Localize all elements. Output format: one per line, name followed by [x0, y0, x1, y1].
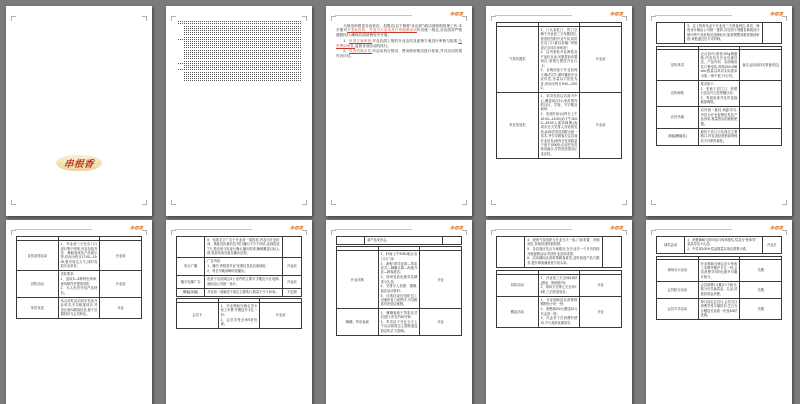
page-body [656, 235, 782, 404]
table-cell-detail-line: 店内统一悬挂,间距均匀,内容为开业促销信息及产品形象,数量按店面面积配置。 [700, 108, 738, 126]
page-header-brand-logo: 串根香 [769, 11, 783, 17]
table-cell-category [497, 236, 525, 267]
toc-dotted-leader [184, 50, 301, 51]
table-cell-detail [58, 271, 100, 298]
table-row [657, 298, 782, 319]
table-cell-category: 会员专享活动 [657, 298, 699, 319]
toc-dotted-leader [184, 47, 301, 48]
fold-mark [622, 16, 627, 21]
page-body [496, 21, 622, 207]
toc-dotted-leader [178, 23, 301, 24]
toc-dotted-leader [184, 28, 301, 29]
fold-mark [462, 230, 467, 235]
table-cell-detail [205, 275, 282, 288]
table-cell-detail-line: 结合试吃活动同步发放开业单页,引导顾客到店,并登记意向顾客信息,便于后期回访与会员转化。 [60, 299, 98, 317]
table-cell-category: 店内吊旗 [657, 107, 699, 128]
toc-dotted-leader [184, 41, 301, 42]
text-run: 1、 [343, 39, 349, 44]
table-row [497, 236, 622, 267]
table-cell-detail-line: 广告内容: [207, 259, 221, 264]
table-row [17, 297, 142, 318]
document-page-2 [166, 6, 312, 216]
toc-dotted-leader [184, 76, 301, 77]
page-header [655, 11, 783, 16]
paragraph [336, 24, 462, 38]
fold-mark [782, 230, 787, 235]
table-cell-category [657, 22, 685, 43]
table-cell-detail [698, 298, 740, 319]
table-cell-detail [378, 309, 420, 335]
toc-dotted-leader [184, 54, 301, 55]
table-cell-category: 单页发放 [17, 297, 59, 318]
table-cell-detail [525, 236, 602, 267]
content-table [656, 236, 782, 254]
table-cell-note [740, 128, 782, 145]
toc-dotted-leader [184, 61, 301, 62]
page-body [16, 235, 142, 404]
table-cell-category [177, 236, 205, 257]
table-cell-category: 宣传单页 [657, 50, 699, 80]
page-body [496, 235, 622, 404]
table-cell-detail [378, 251, 420, 309]
document-page-4 [486, 6, 632, 216]
table-cell-note: 开业前 [260, 302, 302, 328]
toc-dotted-leader [184, 74, 301, 75]
table-cell-note: 开业前 [100, 271, 142, 298]
table-cell-note [740, 107, 782, 128]
table-cell-detail-line: 1、单页发放以店面为中心,覆盖周边3公里范围内的社区、学校、写字楼及商场; [540, 94, 578, 112]
brand-logo-text: 串根香 [63, 160, 95, 170]
table-row [337, 251, 462, 309]
table-cell-note: 长期 [740, 281, 782, 298]
table-cell-detail-line: 1、播出"串根香开业"优惠信息及店面地址; [207, 264, 267, 269]
toc-dotted-leader [178, 63, 301, 64]
table-cell-category: 单页发放类 [497, 93, 539, 159]
toc-dotted-leader [184, 56, 301, 57]
table-cell-detail-line: 新产品发布会。 [367, 237, 390, 242]
page-header-company-text [175, 229, 252, 231]
table-cell-note: 开业前 [580, 26, 622, 92]
table-cell-detail-line: 1、门头彩虹门、拱门空飘于开业前三天布置到位,营造热烈的开业气氛,同时在店门口悬挂条幅:"串根香正宗四川串串香"; [540, 27, 578, 50]
table-cell-detail-line: 投放于店面周边3公里内的主要写字楼及小区电梯,画面由公司统一设计。 [207, 277, 280, 286]
content-table [656, 22, 782, 44]
content-table [176, 298, 302, 329]
table-cell-detail [698, 107, 740, 128]
fold-mark [462, 200, 467, 205]
table-cell-detail-line: 1、张贴于店门口、收银台及店内立柱等醒目处; [700, 86, 738, 95]
page-body [16, 18, 142, 207]
table-row [657, 80, 782, 107]
table-row [337, 236, 462, 244]
table-row [657, 236, 782, 253]
document-page-10 [646, 220, 792, 404]
toc-dotted-leader [184, 52, 301, 53]
table-cell-detail [698, 128, 740, 145]
fold-mark [302, 230, 307, 235]
toc-dotted-leader [184, 34, 301, 35]
table-cell-note: 开业前 [100, 241, 142, 271]
table-row [177, 288, 302, 296]
page-header [335, 225, 463, 230]
brand-logo-badge [56, 155, 102, 171]
table-cell-category: 赠品活动 [497, 296, 539, 327]
table-cell-detail-line: 2、消费满100元赠送20元代金券一张; [540, 307, 578, 316]
fold-mark [782, 16, 787, 21]
table-row [497, 275, 622, 297]
table-row [177, 236, 302, 257]
table-cell-detail-line: 2、专人负责介绍产品特色。 [60, 286, 98, 295]
table-cell-detail [538, 275, 580, 297]
table-cell-category: 横幅(条幅) [177, 288, 205, 296]
table-cell-detail-line: 1、选取3—5种特色串串,现场制作并提供试吃; [60, 277, 98, 286]
table-cell-note: 不定期 [282, 288, 302, 296]
page-header-company-text [655, 229, 732, 231]
table-cell-note [762, 22, 782, 43]
fold-mark [142, 16, 147, 21]
table-cell-detail [698, 281, 740, 298]
page-header-brand-logo: 串根香 [609, 225, 623, 231]
table-cell-note: 开业前 [580, 93, 622, 159]
table-cell-detail [698, 50, 740, 80]
paragraph [336, 49, 462, 59]
page-header [495, 11, 623, 16]
fold-mark [302, 16, 307, 21]
text-run: 监督各项活动的执行。 [354, 43, 391, 48]
table-cell-note [282, 236, 302, 257]
document-page-3 [326, 6, 472, 216]
table-cell-detail [538, 93, 580, 159]
content-table [496, 270, 622, 328]
text-run: 为规范串根香各直营店、加盟店(以下简称"各店面")的店面营销管理工作,本手册对 [336, 23, 462, 33]
fold-mark [622, 230, 627, 235]
table-cell-category: 条幅(横幅类) [657, 128, 699, 145]
toc-dotted-leader [184, 45, 301, 46]
table-row [497, 93, 622, 159]
toc-dotted-leader [184, 58, 301, 59]
document-page-6 [6, 220, 152, 404]
page-header-company-text [15, 229, 92, 231]
table-cell-detail-line: 3、音响设备于开业前两天调试完毕,循环播放开业宣传语,音量以不扰民为宜,时间为每日9:00—20:00。 [540, 68, 578, 91]
table-cell-note [740, 80, 782, 107]
table-row [497, 26, 622, 92]
table-cell-note: 长期 [740, 298, 782, 319]
table-cell-category: 楼宇电梯广告 [177, 275, 205, 288]
page-header-company-text [495, 15, 572, 17]
table-cell-detail-line: 4、现场气氛组织与开业当天一致,门前布置、音响到位,持续营造热销氛围; [527, 237, 600, 247]
table-cell-category: 宣传造势活动 [17, 241, 59, 271]
document-page-8 [326, 220, 472, 404]
table-cell-note: 开业 [580, 296, 622, 327]
fold-mark [302, 200, 307, 205]
page-header-brand-logo: 串根香 [449, 225, 463, 231]
table-cell-detail-line: 2、军乐队于开业当天上午沿店面周边主要街道巡游宣传,扩大影响。 [380, 319, 418, 333]
page-header-brand-logo: 串根香 [129, 225, 143, 231]
table-cell-note: 开业 [420, 309, 462, 335]
table-cell-note: 开业 [100, 297, 142, 318]
highlighted-text: 负责效果评估: [349, 49, 373, 54]
table-cell-note: 开业前 [282, 258, 302, 276]
toc-dotted-leader [184, 65, 301, 66]
page-header-company-text [335, 229, 412, 231]
document-page-7 [166, 220, 312, 404]
table-cell-detail-line: 2、店内张贴开业海报及产品价目表,吊旗提前布置到位,收银台摆放开业台卡; [540, 50, 578, 68]
table-cell-note: 开业 [420, 251, 462, 309]
table-row [657, 128, 782, 145]
page-body [176, 18, 302, 207]
table-cell-detail [205, 288, 282, 296]
content-table [336, 236, 462, 245]
table-cell-detail-line: 2、每日早晚高峰时段播出。 [207, 268, 248, 273]
table-cell-detail-line: 6、活动期间注意收集顾客意见,及时改进产品与服务,提升顾客满意度与回头率。 [527, 256, 600, 265]
content-table [16, 236, 142, 319]
table-cell-detail-line: 会员消费1元累计1个积分,积分可兑换菜品、礼品,或抵扣现金消费。 [700, 282, 738, 296]
toc-dotted-leader [184, 26, 301, 27]
table-cell-category: 会员卡 [177, 302, 219, 328]
fold-mark [462, 16, 467, 21]
table-cell-detail-line: 5、电视走字广告于开业前一周投放,内容为开业时间、地址及优惠信息,每日播出不少于20次,连续投放7天,投放前与电视台确认播出时段,确保覆盖目标人群,投放结束后留存播出证明。 [207, 237, 280, 256]
toc-dotted-leader [184, 78, 301, 79]
table-cell-note [442, 236, 462, 244]
table-cell-detail [685, 236, 762, 253]
table-cell-detail-line: 开业前一周悬挂于周边主要路口,数量不少于10条。 [207, 289, 279, 294]
table-cell-category [337, 236, 365, 244]
fold-mark [142, 230, 147, 235]
content-table [336, 246, 462, 335]
text-run: 2、 [343, 49, 349, 54]
table-row [177, 302, 302, 328]
toc-dotted-leader [184, 43, 301, 44]
toc-dotted-leader [184, 32, 301, 33]
text-run: 作出统一规定,各店面须严格遵照执行,确保店面营销有序开展。 [336, 28, 462, 38]
document-page-5 [646, 6, 792, 216]
table-cell-detail-line: 悬挂于店门口及周边主要路口,内容须经营销部审核后方可制作悬挂。 [700, 129, 738, 143]
page-header-brand-logo: 串根香 [289, 225, 303, 231]
table-cell-detail [58, 241, 100, 271]
table-cell-category: 会员积分活动 [657, 281, 699, 298]
table-cell-note: 开业后 [762, 236, 782, 253]
toc-dotted-leader [184, 80, 301, 81]
toc-dotted-leader [184, 37, 301, 38]
highlighted-text: 负责方案审批: [349, 39, 373, 44]
table-cell-detail-line: 2、第四天至第七天全场7.8折,之后恢复原价。 [540, 285, 578, 294]
table-cell-category: 舞狮、军乐表演 [337, 309, 379, 335]
table-cell-detail-line: 开业期间办理会员卡免收工本费并赠开卡礼一份,会员消费享9折优惠并可累计积分。 [700, 261, 738, 279]
text-run: 对活动执行情况、费用使用情况进行检查,并对活动效果作出评估。 [336, 49, 462, 59]
table-cell-category: 宣传海报 [657, 80, 699, 107]
cover-logo [16, 154, 142, 175]
content-table [656, 256, 782, 321]
table-cell-detail-line: 5、各店面应结合当地情况,在开业后一个月内持续开展促销活动,巩固开业宣传成果; [527, 247, 600, 256]
toc-dotted-leader [178, 39, 301, 40]
table-cell-category: 折扣活动 [497, 275, 539, 297]
table-cell-detail [58, 297, 100, 318]
table-cell-detail [685, 22, 762, 43]
table-cell-detail-line: 1、开业前三天在店门口进行集中造势,内容包括音乐、舞蹈表演及产品展示等,时间为每日17:00—19:00,吸引周边人气,同时发放开业单页; [60, 242, 98, 269]
table-cell-detail-line: 3、代金券下次消费时使用,不与其他优惠同享。 [540, 316, 578, 325]
page-header [655, 225, 783, 230]
toc-dotted-leader [184, 67, 301, 68]
table-cell-category: 开业庆典 [337, 251, 379, 309]
highlighted-text: 负责费用审批, [336, 39, 462, 48]
page-header-brand-logo: 串根香 [609, 11, 623, 17]
table-cell-detail-line: 3、以上物料务必于开业前三天准备到位,单页、海报设计稿由公司统一提供,各店面不得擅自修改设计稿中的产品价格及品牌标识,如需调整须报营销部审批,审批通过后方可印制。 [687, 23, 760, 42]
table-cell-detail [538, 26, 580, 92]
fold-mark [142, 200, 147, 205]
table-cell-detail-line: 1、开业期间办理会员卡免工本费,并赠送开卡礼一份; [220, 304, 258, 317]
table-cell-detail-line: 5、庆典结束后组织员工迅速恢复门前秩序,引导顾客有序进店就餐。 [380, 293, 418, 307]
page-header-company-text [335, 15, 412, 17]
page-body [336, 235, 462, 404]
table-cell-detail-line: 1、时间:上午9:58,地点:店门口广场; [380, 252, 418, 261]
table-cell-detail-line: 2、流程:领导致辞—剪彩仪式—舞狮点睛—鸣炮开业—顾客进店; [380, 261, 418, 275]
table-cell-detail [538, 296, 580, 327]
fold-mark [782, 200, 787, 205]
table-cell-category: 电台广播 [177, 258, 205, 276]
page-body [656, 21, 782, 207]
table-cell-detail [205, 258, 282, 276]
page-header-brand-logo: 串根香 [769, 225, 783, 231]
table-cell-detail [698, 80, 740, 107]
table-cell-note: 长期 [740, 260, 782, 281]
toc-dotted-leader [178, 21, 301, 22]
table-cell-detail-line: 1、开业前三天全场6.8折(酒水、锅底除外); [540, 276, 578, 285]
table-cell-detail-line: 要求如下: [700, 81, 715, 86]
table-cell-detail-line: 2、每周检查并及时更换破损海报。 [700, 95, 738, 105]
table-cell-detail-line: 正反彩印,纸张157g铜版纸,内容包含开业优惠信息、产品介绍、店面地址及订餐电话,规格210×285mm,数量以单店实际需求为准,一般不低于2万份。 [700, 51, 738, 78]
table-row [177, 258, 302, 276]
table-cell-detail-line: 1、消费满50元即可参与现场抽奖,奖品为"免单券"、菜品券及小礼品; [687, 237, 760, 247]
page-header [175, 225, 303, 230]
table-cell-note: 开业 [580, 275, 622, 297]
toc-dotted-leader [184, 30, 301, 31]
table-cell-detail-line: 2、发放时间:(1)每日上午10:00—12:00;(2)下午16:00—19:00人流高峰期;(3)周末全天安排人员轮班发放;(4)单页发放须配合统一话术,并引导顾客关注店面开业信息;(5)每日发放数量不低于1000份,由店长负责检查落实,并将发放情况记录存档。 [540, 112, 578, 156]
table-row [497, 296, 622, 327]
page-body [176, 235, 302, 404]
page-header-brand-logo: 串根香 [449, 11, 463, 17]
paragraph [336, 39, 462, 49]
table-cell-category: 抽奖活动 [657, 236, 685, 253]
table-row [657, 281, 782, 298]
table-cell-note [602, 236, 622, 267]
table-cell-note: 开业前 [282, 275, 302, 288]
table-row [657, 260, 782, 281]
highlighted-text: 开业前宣传、开业当天活动及日常促销活动 [347, 28, 417, 33]
table-cell-category: 现场办卡活动 [657, 260, 699, 281]
content-table [496, 236, 622, 268]
table-cell-detail-line: 4、安排专人拍照、摄像,留存活动资料; [380, 284, 418, 293]
table-row [17, 241, 142, 271]
table-cell-detail-line: 1、舞狮表演于剪彩仪式后进行,时长约30分钟; [380, 310, 418, 319]
table-cell-detail-line: 2、会员享受全场9折优惠。 [220, 317, 258, 327]
toc-entry [176, 80, 302, 82]
fold-mark [622, 200, 627, 205]
page-header-company-text [495, 229, 572, 231]
table-cell-detail-line: 2、中奖率100%,奖品数量以单店预算为准。 [687, 247, 750, 252]
table-cell-detail-line: 试吃要求: [60, 272, 75, 277]
table-row [657, 50, 782, 80]
table-row [177, 275, 302, 288]
table-row [337, 309, 462, 335]
document-page-9 [486, 220, 632, 404]
table-row [657, 22, 782, 43]
content-table [656, 46, 782, 146]
table-cell-detail [205, 236, 282, 257]
page-header [15, 225, 143, 230]
table-cell-detail-line: 3、现场发放优惠券及精美小礼品; [380, 275, 418, 284]
page-header [335, 11, 463, 16]
table-cell-category: 试吃活动 [17, 271, 59, 298]
toc-dotted-leader [184, 72, 301, 73]
table-cell-category: 气氛布置类 [497, 26, 539, 92]
table-cell-detail [698, 260, 740, 281]
table-cell-detail-line: 1、开业期间进店消费即赠特色小吃一份; [540, 298, 578, 307]
page-body [336, 21, 462, 207]
table-cell-detail [218, 302, 260, 328]
content-table [176, 236, 302, 297]
content-table [496, 22, 622, 159]
table-cell-detail-line: 每月设定会员日,会员当日消费享受专属折扣,生日当月赠送长寿面一份及8.8折优惠。 [700, 299, 738, 318]
table-row [17, 271, 142, 298]
document-page-1 [6, 6, 152, 216]
text-run: 对各店面上报的开业宣传及促销方案进行审核与批准, [372, 39, 459, 44]
table-row [657, 107, 782, 128]
table-cell-detail [365, 236, 442, 244]
page-header [495, 225, 623, 230]
table-cell-note: 备注:(活动前3天准备到位) [740, 50, 782, 80]
toc-dotted-leader [178, 69, 301, 70]
page-header-company-text [655, 15, 732, 17]
